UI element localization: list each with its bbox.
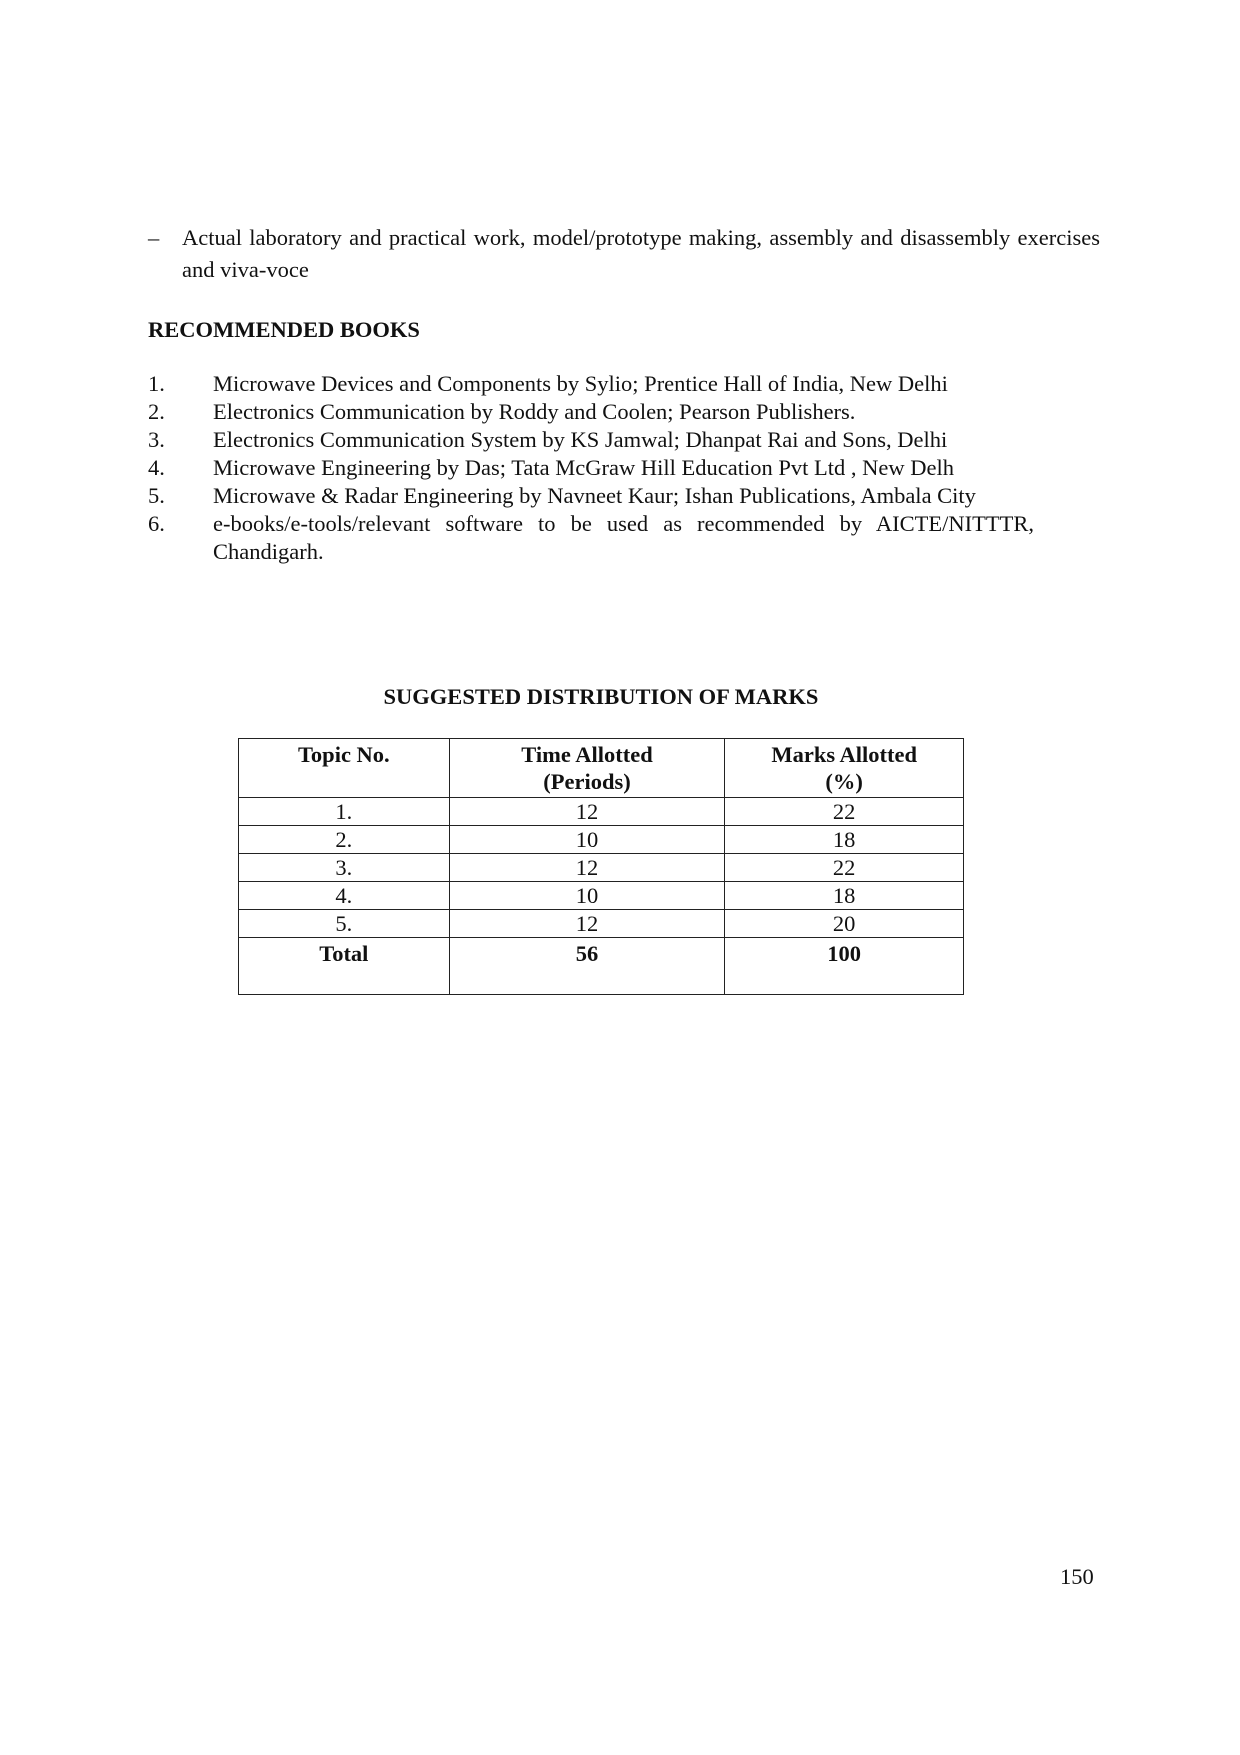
table-cell: 22	[725, 798, 964, 826]
book-number: 6.	[148, 511, 165, 536]
table-cell: 12	[449, 854, 725, 882]
column-header-line: Marks Allotted	[771, 742, 917, 767]
table-row	[239, 882, 964, 910]
book-text: Electronics Communication System by KS Jamwal; Dhanpat Rai and Sons, Delhi	[213, 427, 948, 452]
column-header-line: (%)	[825, 769, 863, 794]
table-cell: 1.	[239, 798, 450, 826]
table-cell: 20	[725, 910, 964, 938]
book-list	[148, 370, 1034, 566]
recommended-books-heading: RECOMMENDED BOOKS	[148, 317, 420, 342]
column-header-line: Time Allotted	[521, 742, 653, 767]
column-header-time	[449, 739, 725, 798]
table-cell: 10	[449, 882, 725, 910]
book-number: 4.	[148, 455, 165, 480]
column-header-topic	[239, 739, 450, 798]
table-row	[239, 910, 964, 938]
book-item	[148, 426, 1034, 454]
book-text: Microwave & Radar Engineering by Navneet Kaur; Ishan Publications, Ambala City	[213, 483, 976, 508]
book-text: Electronics Communication by Roddy and Coolen; Pearson Publishers.	[213, 399, 856, 424]
column-header-marks	[725, 739, 964, 798]
book-item	[148, 454, 1034, 482]
column-header-line: Topic No.	[297, 742, 390, 767]
table-cell: 5.	[239, 910, 450, 938]
table-cell: 12	[449, 910, 725, 938]
column-header-line: (Periods)	[543, 769, 631, 794]
book-text: Microwave Engineering by Das; Tata McGraw Hill Education Pvt Ltd , New Delh	[213, 455, 954, 480]
activity-bullet	[148, 222, 1100, 286]
table-row	[239, 798, 964, 826]
table-row	[239, 826, 964, 854]
book-item	[148, 510, 1034, 566]
book-item	[148, 398, 1034, 426]
table-cell: 4.	[239, 882, 450, 910]
book-number: 2.	[148, 399, 165, 424]
table-cell: 22	[725, 854, 964, 882]
total-label: Total	[239, 938, 450, 995]
marks-distribution-table	[238, 738, 964, 995]
table-total-row	[239, 938, 964, 995]
table-cell: 12	[449, 798, 725, 826]
book-number: 3.	[148, 427, 165, 452]
book-text: Microwave Devices and Components by Sylio; Prentice Hall of India, New Delhi	[213, 371, 948, 396]
table-cell: 18	[725, 826, 964, 854]
book-item	[148, 482, 1034, 510]
marks-distribution-heading: SUGGESTED DISTRIBUTION OF MARKS	[383, 684, 819, 709]
book-number: 5.	[148, 483, 165, 508]
table-cell: 10	[449, 826, 725, 854]
bullet-text: Actual laboratory and practical work, model/prototype making, assembly and disassembly exercises and viva-voce	[182, 225, 1100, 282]
book-item	[148, 370, 1034, 398]
dash-bullet: –	[148, 225, 160, 250]
page-number: 150	[1060, 1564, 1094, 1589]
book-text: e-books/e-tools/relevant software to be used as recommended by AICTE/NITTTR, Chandigarh.	[213, 511, 1034, 564]
table-header-row	[239, 739, 964, 798]
book-number: 1.	[148, 371, 165, 396]
table-cell: 18	[725, 882, 964, 910]
table-cell: 3.	[239, 854, 450, 882]
table-row	[239, 854, 964, 882]
total-periods: 56	[449, 938, 725, 995]
total-marks: 100	[725, 938, 964, 995]
table-cell: 2.	[239, 826, 450, 854]
